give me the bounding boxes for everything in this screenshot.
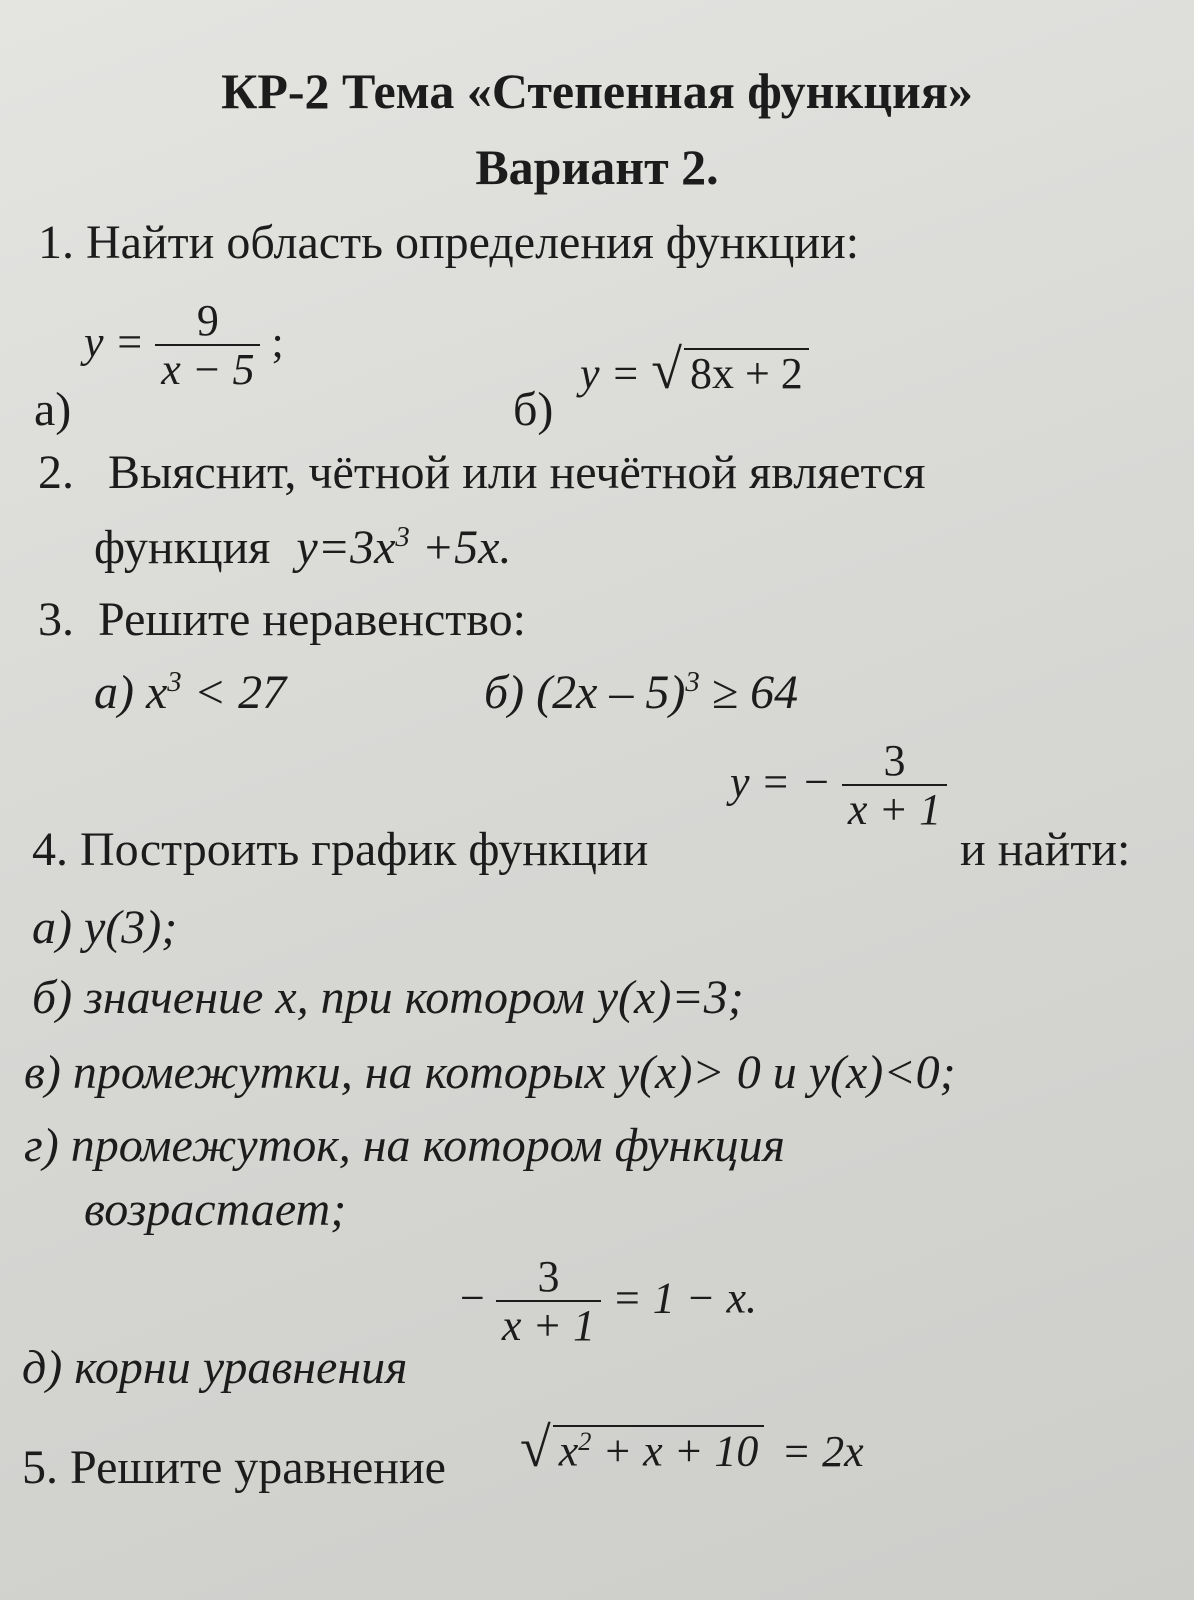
task3-a bbox=[94, 665, 286, 720]
sqrt-sign-icon: √ bbox=[651, 339, 682, 401]
task4-fraction bbox=[842, 738, 947, 835]
task4-number: 4. bbox=[32, 823, 68, 876]
task4-lhs: y = − bbox=[730, 757, 831, 807]
task4-denominator: x + 1 bbox=[842, 784, 947, 834]
sqrt-sign-icon: √ bbox=[520, 1417, 551, 1479]
task5-number: 5. bbox=[22, 1441, 58, 1494]
worksheet-title: КР-2 Тема «Степенная функция» bbox=[221, 63, 973, 119]
task4-e-equation bbox=[460, 1254, 757, 1351]
task4-e-rhs: = 1 − x. bbox=[612, 1273, 757, 1323]
task4-text: Построить график функции bbox=[80, 823, 649, 876]
task3-heading bbox=[38, 592, 526, 647]
task4-formula bbox=[730, 738, 947, 835]
task5-text: Решите уравнение bbox=[70, 1441, 446, 1494]
task3-a-rest: < 27 bbox=[181, 666, 287, 719]
task2-text: Выяснит, чётной или нечётной является bbox=[108, 446, 926, 499]
task4-e-denominator: x + 1 bbox=[496, 1300, 601, 1350]
task5-radicand bbox=[553, 1425, 765, 1476]
task4-item-e: д) корни уравнения bbox=[22, 1341, 408, 1394]
task1-b-sqrt bbox=[651, 339, 809, 401]
task4-item-c: в) промежутки, на которых y(x)> 0 и y(x)<0; bbox=[24, 1046, 956, 1099]
task1-b-lhs: y = bbox=[580, 349, 641, 398]
task1-a-label: а) bbox=[34, 383, 72, 436]
task1-a-denominator: x − 5 bbox=[155, 344, 260, 394]
task2-formula-base: y=3x bbox=[296, 521, 396, 574]
task5-heading bbox=[22, 1440, 446, 1495]
task4-text-after: и найти: bbox=[960, 823, 1131, 876]
task5-rhs: = 2x bbox=[781, 1427, 864, 1476]
task4-item-a: а) y(3); bbox=[32, 901, 178, 954]
task1-a-numerator: 9 bbox=[196, 296, 219, 345]
task3-text: Решите неравенство: bbox=[98, 593, 526, 646]
task4-numerator: 3 bbox=[883, 736, 906, 785]
task4-item-d: г) промежуток, на котором функция bbox=[24, 1119, 785, 1172]
task2-number: 2. bbox=[38, 446, 74, 499]
task5-radicand-rest: + x + 10 bbox=[591, 1426, 759, 1476]
task5-sqrt bbox=[520, 1417, 764, 1479]
task5-equation bbox=[520, 1417, 864, 1479]
task1-b-formula bbox=[580, 339, 809, 401]
task1-a-formula bbox=[84, 298, 284, 395]
task4-e-fraction bbox=[496, 1254, 601, 1351]
task1-text: Найти область определения функции: bbox=[86, 216, 860, 269]
task4-heading bbox=[32, 822, 648, 877]
task3-b-rest: ≥ 64 bbox=[699, 666, 799, 719]
task4-item-b: б) значение x, при котором y(x)=3; bbox=[32, 971, 744, 1024]
task1-heading bbox=[38, 215, 859, 270]
task3-a-exponent: 3 bbox=[167, 666, 182, 698]
task2-formula-rest: +5x. bbox=[409, 521, 512, 574]
task5-radicand-exponent: 2 bbox=[578, 1425, 592, 1456]
task1-a-lhs: y = bbox=[84, 317, 145, 367]
task1-number: 1. bbox=[38, 216, 74, 269]
task1-b-radicand: 8x + 2 bbox=[684, 348, 809, 398]
task3-number: 3. bbox=[38, 593, 74, 646]
task4-e-numerator: 3 bbox=[537, 1252, 560, 1301]
task2-text2: функция bbox=[94, 521, 271, 574]
task3-b-exponent: 3 bbox=[685, 666, 700, 698]
task5-radicand-base: x bbox=[558, 1426, 579, 1476]
task1-a-semicolon: ; bbox=[271, 317, 284, 367]
variant-heading: Вариант 2. bbox=[475, 139, 719, 195]
task2-line2 bbox=[94, 520, 511, 575]
task4-item-d-cont: возрастает; bbox=[84, 1183, 347, 1236]
task3-b bbox=[484, 665, 798, 720]
task1-a-fraction bbox=[155, 298, 260, 395]
task3-a-base: а) x bbox=[94, 666, 168, 719]
task2-formula-exponent: 3 bbox=[395, 521, 410, 553]
task2-heading bbox=[38, 445, 926, 500]
task1-b-label: б) bbox=[513, 383, 554, 436]
task4-e-minus: − bbox=[460, 1273, 485, 1323]
task2-formula bbox=[296, 521, 511, 574]
task3-b-base: б) (2x – 5) bbox=[484, 666, 686, 719]
